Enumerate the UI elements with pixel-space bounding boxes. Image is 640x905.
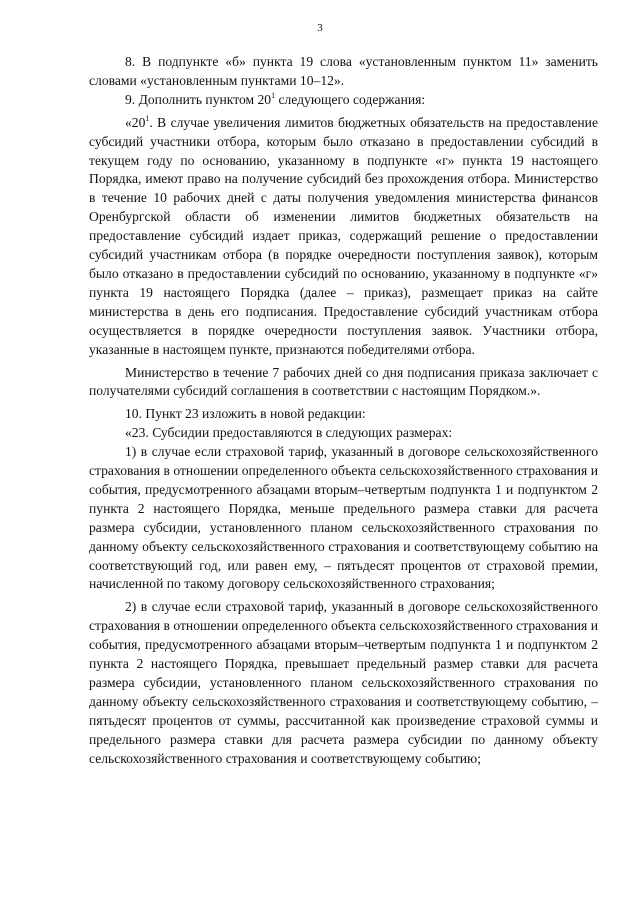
paragraph-ministry-agreement: Министерство в течение 7 рабочих дней со дня подписания приказа заключает с получателями субсидий соглашения в соответствии с настоящим Порядком.». [89, 364, 598, 399]
point-20-1-number: «20 [125, 114, 146, 130]
subitem-1: 1) в случае если страховой тариф, указанный в договоре сельскохозяйственного страхования в отношении определенного объекта сельскохозяйственного страхования и события, предусмотренного абзацами вторым–четвертым подпункта 1 и подпунктом 2 пункта 2 настоящего Порядка, меньше предельного размера ставки для расчета размера субсидии, установленного планом сельскохозяйственного страхования по данному объекту сельскохозяйственного страхования и соответствующему событию на соответствующий год, или равен ему, – пятьдесят процентов от страховой премии, начисленной по такому договору сельскохозяйственного страхования; [89, 444, 598, 592]
point-20-1-text: . В случае увеличения лимитов бюджетных обязательств на предоставление субсидий участники отбора, которым было отказано в предоставлении субсидий в текущем году по основанию, указанному в подпункте «г» пункта 19 настоящего Порядка, имеют право на получение субсидий без прохождения отбора. Министерство в течение 10 рабочих дней с даты получения уведомления министерства финансов Оренбургской области об изменении лимитов бюджетных обязательств на предоставление субсидий издает приказ, содержащий решение о предоставлении субсидий участникам отбора (в порядке очередности поступления заявок), которым было отказано в предоставлении субсидий по основанию, указанному в подпункте «г» пункта 19 настоящего Порядка (далее – приказ), размещает приказ на сайте министерства в день его подписания. Предоставление субсидий участникам отбора осуществляется в порядке очередности поступления заявок. Участники отбора, указанные в настоящем пункте, признаются победителями отбора. [89, 114, 598, 357]
paragraph-item-9 [89, 91, 598, 110]
paragraph-item-8: 8. В подпункте «б» пункта 19 слова «установленным пунктом 11» заменить словами «установленным пунктами 10–12». [89, 54, 598, 88]
paragraph-item-9-text: 9. Дополнить пунктом 20 [125, 91, 272, 107]
paragraph-item-9-tail: следующего содержания: [275, 91, 426, 107]
paragraph-item-10: 10. Пункт 23 изложить в новой редакции: [125, 406, 366, 422]
page-number: 3 [317, 22, 323, 34]
paragraph-point-23: «23. Субсидии предоставляются в следующих размерах: [125, 425, 453, 441]
subitem-2: 2) в случае если страховой тариф, указанный в договоре сельскохозяйственного страхования в отношении определенного объекта сельскохозяйственного страхования и события, предусмотренного абзацами вторым–четвертым подпункта 1 и подпунктом 2 пункта 2 настоящего Порядка, превышает предельный размер ставки для расчета размера субсидии, установленного планом сельскохозяйственного страхования по данному объекту сельскохозяйственного страхования и соответствующему событию, – пятьдесят процентов от суммы, рассчитанной как произведение страховой суммы и предельного размера ставки для расчета размера субсидии по данному объекту сельскохозяйственного страхования и соответствующему событию; [89, 599, 598, 766]
superscript: 1 [271, 90, 276, 100]
document-body [89, 53, 598, 769]
paragraph-point-20-1 [89, 114, 598, 360]
superscript: 1 [145, 113, 150, 123]
